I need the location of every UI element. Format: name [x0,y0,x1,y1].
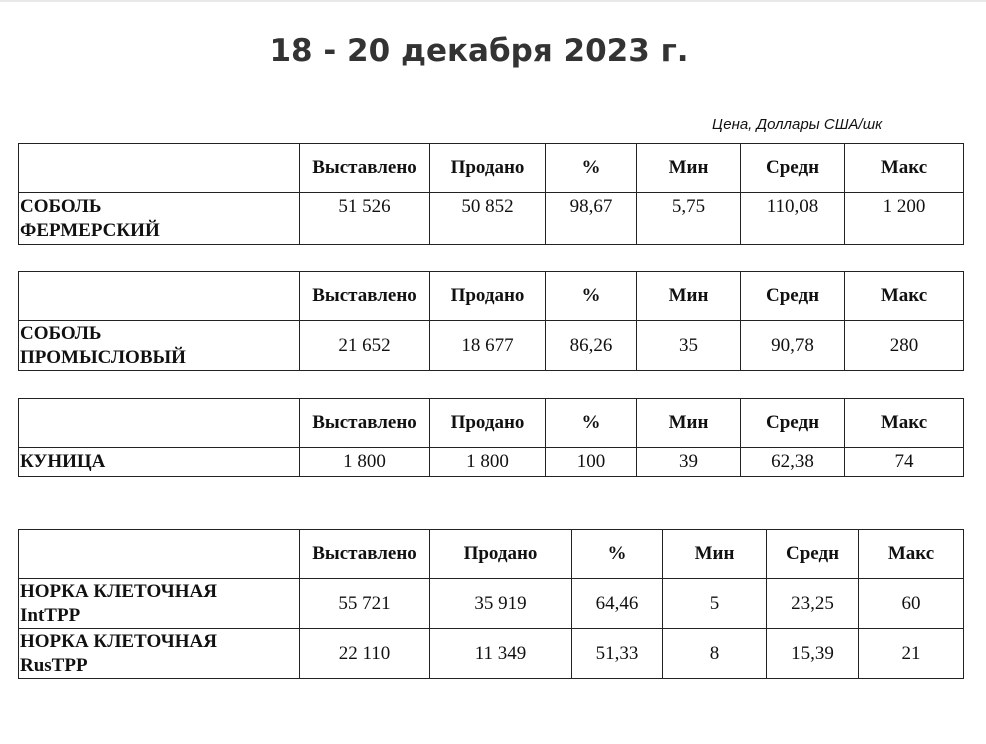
header-row [19,399,964,448]
row-name-line2: ПРОМЫСЛОВЫЙ [20,346,186,368]
row-name-line1: НОРКА КЛЕТОЧНАЯ [20,580,217,602]
header-min: Мин [637,272,741,321]
header-avg: Средн [767,530,859,579]
cell-min: 5,75 [637,193,741,245]
header-row [19,530,964,579]
cell-avg: 23,25 [767,579,859,629]
table-row [19,193,964,245]
sable-farmed-table [18,143,964,245]
header-max: Макс [845,272,964,321]
cell-offered: 1 800 [300,448,430,477]
cell-min: 8 [663,629,767,679]
table-row [19,321,964,371]
cell-offered: 55 721 [300,579,430,629]
row-name-line1: НОРКА КЛЕТОЧНАЯ [20,630,217,652]
cell-percent: 98,67 [546,193,637,245]
header-max: Макс [845,399,964,448]
row-name-line2: ФЕРМЕРСКИЙ [20,219,160,241]
cell-max: 280 [845,321,964,371]
header-max: Макс [845,144,964,193]
row-name [19,321,300,371]
header-sold: Продано [430,530,572,579]
cell-percent: 51,33 [572,629,663,679]
cell-percent: 100 [546,448,637,477]
cell-min: 35 [637,321,741,371]
cell-offered: 21 652 [300,321,430,371]
header-min: Мин [637,144,741,193]
header-percent: % [546,272,637,321]
page-title: 18 - 20 декабря 2023 г. [269,33,689,69]
header-offered: Выставлено [300,399,430,448]
cell-min: 5 [663,579,767,629]
row-name-line1: СОБОЛЬ [20,195,102,217]
row-name-line1: КУНИЦА [20,451,106,472]
header-avg: Средн [741,144,845,193]
row-name [19,193,300,245]
header-avg: Средн [741,272,845,321]
marten-table [18,398,964,477]
header-sold: Продано [430,399,546,448]
name-header [19,399,300,448]
row-name-line2: RusTPP [20,654,88,676]
mink-table [18,529,964,679]
header-offered: Выставлено [300,272,430,321]
cell-max: 60 [859,579,964,629]
name-header [19,144,300,193]
cell-sold: 18 677 [430,321,546,371]
cell-avg: 62,38 [741,448,845,477]
cell-avg: 15,39 [767,629,859,679]
name-header [19,272,300,321]
table-row [19,629,964,679]
table-row [19,579,964,629]
header-percent: % [572,530,663,579]
cell-avg: 90,78 [741,321,845,371]
name-header [19,530,300,579]
cell-offered: 22 110 [300,629,430,679]
header-row [19,272,964,321]
price-unit-note: Цена, Доллары США/шк [712,116,883,133]
sable-wild-table [18,271,964,371]
cell-max: 74 [845,448,964,477]
cell-sold: 35 919 [430,579,572,629]
header-offered: Выставлено [300,530,430,579]
header-percent: % [546,144,637,193]
cell-max: 1 200 [845,193,964,245]
header-sold: Продано [430,272,546,321]
header-sold: Продано [430,144,546,193]
header-max: Макс [859,530,964,579]
cell-sold: 50 852 [430,193,546,245]
cell-percent: 86,26 [546,321,637,371]
cell-sold: 11 349 [430,629,572,679]
cell-min: 39 [637,448,741,477]
row-name [19,579,300,629]
table-row [19,448,964,477]
cell-percent: 64,46 [572,579,663,629]
cell-avg: 110,08 [741,193,845,245]
header-avg: Средн [741,399,845,448]
row-name-line2: IntTPP [20,604,81,626]
header-min: Мин [663,530,767,579]
row-name-line1: СОБОЛЬ [20,322,102,344]
cell-sold: 1 800 [430,448,546,477]
top-divider [0,0,986,2]
row-name [19,629,300,679]
cell-offered: 51 526 [300,193,430,245]
header-row [19,144,964,193]
cell-max: 21 [859,629,964,679]
header-percent: % [546,399,637,448]
row-name [19,448,300,477]
header-offered: Выставлено [300,144,430,193]
header-min: Мин [637,399,741,448]
